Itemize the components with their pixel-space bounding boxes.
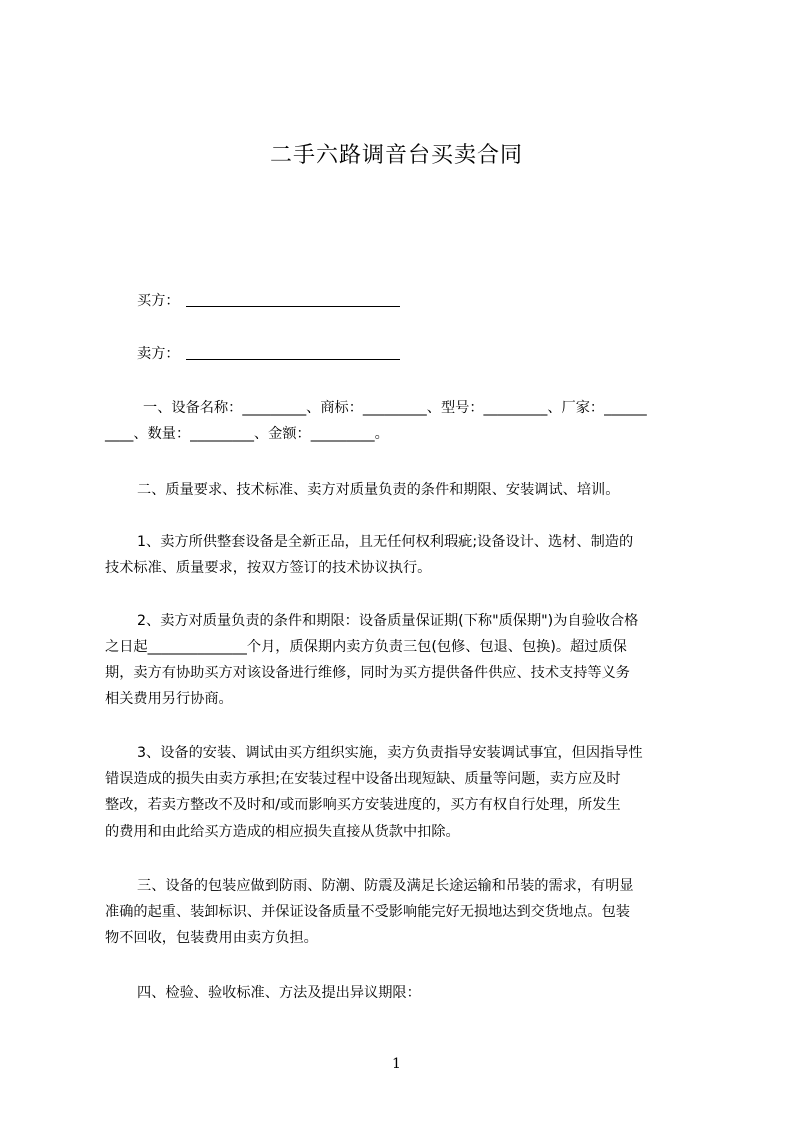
seller-label: 卖方： xyxy=(137,346,180,362)
clause2-line1: 2、卖方对质量负责的条件和期限：设备质量保证期(下称"质保期")为自验收合格 xyxy=(137,613,639,629)
section2-heading: 二、质量要求、技术标准、卖方对质量负责的条件和期限、安装调试、培训。 xyxy=(137,482,620,498)
clause3-line1: 3、设备的安装、调试由买方组织实施，卖方负责指导安装调试事宜，但因指导性 xyxy=(137,745,643,761)
clause2-line2: 之日起______________个月，质保期内卖方负责三包(包修、包退、包换)。超过质保 xyxy=(105,639,627,655)
seller-blank-line xyxy=(186,359,400,360)
buyer-label: 买方： xyxy=(137,293,180,309)
section1-line2: ____、数量：_________、金额：_________。 xyxy=(105,426,389,442)
clause1-line1: 1、卖方所供整套设备是全新正品，且无任何权利瑕疵;设备设计、选材、制造的 xyxy=(137,534,634,550)
clause1-line2: 技术标准、质量要求，按双方签订的技术协议执行。 xyxy=(105,560,432,576)
document-title: 二手六路调音台买卖合同 xyxy=(269,143,523,168)
page-number: 1 xyxy=(392,1056,401,1072)
clause3-line4: 的费用和由此给买方造成的相应损失直接从货款中扣除。 xyxy=(105,824,460,840)
section3-line1: 三、设备的包装应做到防雨、防潮、防震及满足长途运输和吊装的需求，有明显 xyxy=(137,878,634,894)
section3-line3: 物不回收，包装费用由卖方负担。 xyxy=(105,930,318,946)
section4-heading: 四、检验、验收标准、方法及提出异议期限： xyxy=(137,985,421,1001)
clause3-line2: 错误造成的损失由卖方承担;在安装过程中设备出现短缺、质量等问题，卖方应及时 xyxy=(105,771,621,787)
section1-line1: 一、设备名称：_________、商标：_________、型号：_________、厂家：______ xyxy=(143,400,647,416)
clause2-line4: 相关费用另行协商。 xyxy=(105,691,233,707)
clause3-line3: 整改，若卖方整改不及时和/或而影响买方安装进度的，买方有权自行处理，所发生 xyxy=(105,797,621,813)
buyer-blank-line xyxy=(186,306,400,307)
clause2-line3: 期，卖方有协助买方对该设备进行维修，同时为买方提供备件供应、技术支持等义务 xyxy=(105,665,630,681)
section3-line2: 准确的起重、装卸标识、并保证设备质量不受影响能完好无损地达到交货地点。包装 xyxy=(105,904,630,920)
